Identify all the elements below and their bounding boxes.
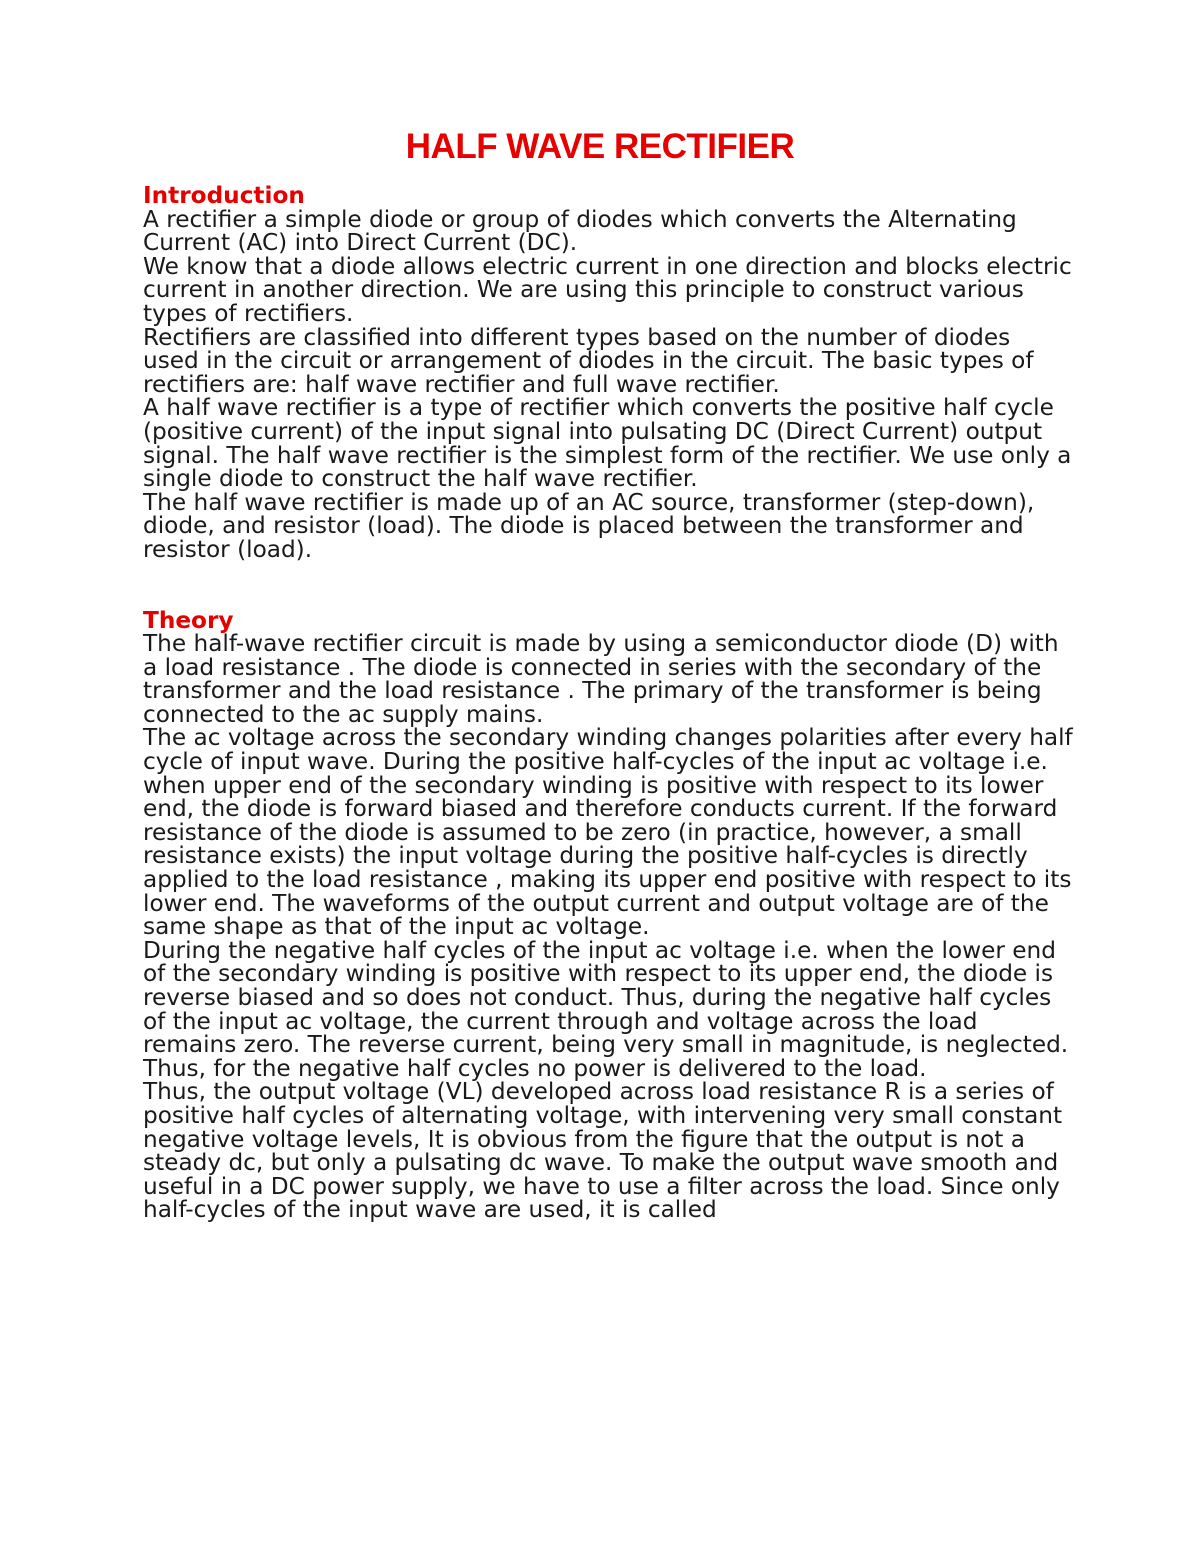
- paragraph: Rectifiers are classified into different types based on the number of diodes used in the circuit or arrangement of diodes in the circuit. The basic types of rectifiers are: half wave rectifier and full wave rectifier.: [143, 323, 1034, 398]
- section-heading-introduction: Introduction: [143, 182, 305, 209]
- paragraph: The ac voltage across the secondary winding changes polarities after every half cycle of input wave. During the positive half-cycles of the input ac voltage i.e. when upper end of the secondary winding is positive with respect to its lower end, the diode is forward biased and therefore conducts current. If the forward resistance of the diode is assumed to be zero (in practice, however, a small resistance exists) the input voltage during the positive half-cycles is directly applied to the load resistance , making its upper end positive with respect to its lower end. The waveforms of the output current and output voltage are of the same shape as that of the input ac voltage.: [143, 724, 1073, 941]
- paragraph: A rectifier a simple diode or group of diodes which converts the Alternating Current (AC) into Direct Current (DC).: [143, 205, 1017, 257]
- section-theory: [143, 606, 1073, 1224]
- paragraph: During the negative half cycles of the input ac voltage i.e. when the lower end of the secondary winding is positive with respect to its upper end, the diode is reverse biased and so does not conduct. Thus, during the negative half cycles of the input ac voltage, the current through and voltage across the load remains zero. The reverse current, being very small in magnitude, is neglected. Thus, for the negative half cycles no power is delivered to the load.: [143, 936, 1069, 1082]
- section-heading-theory: Theory: [143, 606, 234, 634]
- paragraph: We know that a diode allows electric current in one direction and blocks electric current in another direction. We are using this principle to construct various types of rectifiers.: [143, 252, 1072, 327]
- paragraph: The half-wave rectifier circuit is made by using a semiconductor diode (D) with a load resistance . The diode is connected in series with the secondary of the transformer and the load resistance . The primary of the transformer is being connected to the ac supply mains.: [143, 630, 1059, 728]
- section-spacer: [143, 562, 1073, 609]
- paragraph: The half wave rectifier is made up of an AC source, transformer (step-down), diode, and resistor (load). The diode is placed between the transformer and resistor (load).: [143, 488, 1035, 563]
- document-title: HALF WAVE RECTIFIER: [405, 127, 795, 166]
- document-body: [143, 184, 1073, 1222]
- paragraph: Thus, the output voltage (VL) developed across load resistance R is a series of positive half cycles of alternating voltage, with intervening very small constant negative voltage levels, It is obvious from the figure that the output is not a steady dc, but only a pulsating dc wave. To make the output wave smooth and useful in a DC power supply, we have to use a filter across the load. Since only half-cycles of the input wave are used, it is called: [143, 1078, 1063, 1224]
- paragraph: A half wave rectifier is a type of rectifier which converts the positive half cycle (positive current) of the input signal into pulsating DC (Direct Current) output signal. The half wave rectifier is the simplest form of the rectifier. We use only a single diode to construct the half wave rectifier.: [143, 394, 1072, 493]
- section-introduction: [143, 184, 1073, 562]
